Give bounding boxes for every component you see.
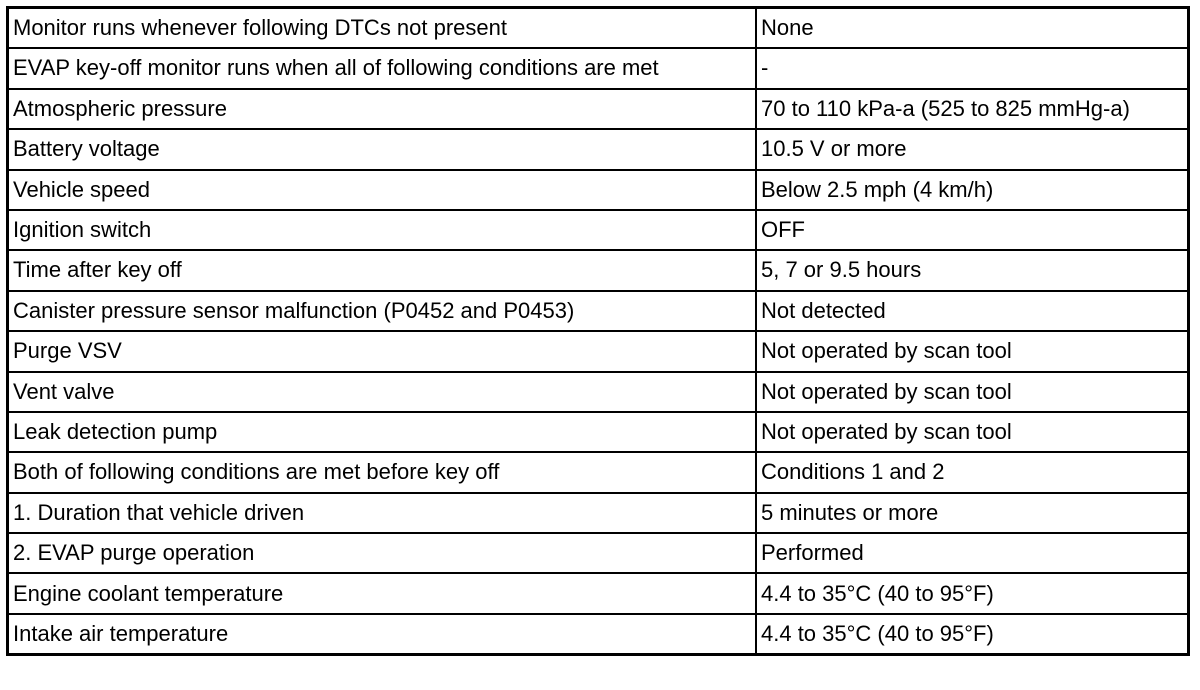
value-cell: 10.5 V or more xyxy=(756,129,1189,169)
value-cell: 4.4 to 35°C (40 to 95°F) xyxy=(756,573,1189,613)
value-cell: 5, 7 or 9.5 hours xyxy=(756,250,1189,290)
condition-cell: Purge VSV xyxy=(8,331,757,371)
table-row xyxy=(8,412,1189,452)
condition-cell: Canister pressure sensor malfunction (P0452 and P0453) xyxy=(8,291,757,331)
condition-cell: EVAP key-off monitor runs when all of following conditions are met xyxy=(8,48,757,88)
condition-cell: Leak detection pump xyxy=(8,412,757,452)
table-row xyxy=(8,573,1189,613)
value-cell: Not operated by scan tool xyxy=(756,331,1189,371)
table-row xyxy=(8,452,1189,492)
table-row xyxy=(8,8,1189,49)
condition-cell: Atmospheric pressure xyxy=(8,89,757,129)
monitor-conditions-table xyxy=(6,6,1190,656)
table-row xyxy=(8,250,1189,290)
value-cell: Conditions 1 and 2 xyxy=(756,452,1189,492)
table-row xyxy=(8,533,1189,573)
condition-cell: Intake air temperature xyxy=(8,614,757,655)
condition-cell: Both of following conditions are met before key off xyxy=(8,452,757,492)
value-cell: OFF xyxy=(756,210,1189,250)
table-row xyxy=(8,210,1189,250)
condition-cell: Time after key off xyxy=(8,250,757,290)
table-row xyxy=(8,614,1189,655)
table-row xyxy=(8,372,1189,412)
table-row xyxy=(8,129,1189,169)
table-row xyxy=(8,493,1189,533)
value-cell: 4.4 to 35°C (40 to 95°F) xyxy=(756,614,1189,655)
condition-cell: Vehicle speed xyxy=(8,170,757,210)
value-cell: Not operated by scan tool xyxy=(756,372,1189,412)
value-cell: Performed xyxy=(756,533,1189,573)
condition-cell: Vent valve xyxy=(8,372,757,412)
value-cell: 5 minutes or more xyxy=(756,493,1189,533)
condition-cell: Ignition switch xyxy=(8,210,757,250)
document-page xyxy=(6,6,1190,684)
value-cell: - xyxy=(756,48,1189,88)
condition-cell: 1. Duration that vehicle driven xyxy=(8,493,757,533)
condition-cell: 2. EVAP purge operation xyxy=(8,533,757,573)
value-cell: None xyxy=(756,8,1189,49)
condition-cell: Battery voltage xyxy=(8,129,757,169)
condition-cell: Monitor runs whenever following DTCs not present xyxy=(8,8,757,49)
value-cell: Not operated by scan tool xyxy=(756,412,1189,452)
table-body xyxy=(8,8,1189,655)
table-row xyxy=(8,89,1189,129)
table-row xyxy=(8,291,1189,331)
table-row xyxy=(8,170,1189,210)
condition-cell: Engine coolant temperature xyxy=(8,573,757,613)
table-row xyxy=(8,48,1189,88)
value-cell: Below 2.5 mph (4 km/h) xyxy=(756,170,1189,210)
value-cell: 70 to 110 kPa-a (525 to 825 mmHg-a) xyxy=(756,89,1189,129)
value-cell: Not detected xyxy=(756,291,1189,331)
table-row xyxy=(8,331,1189,371)
